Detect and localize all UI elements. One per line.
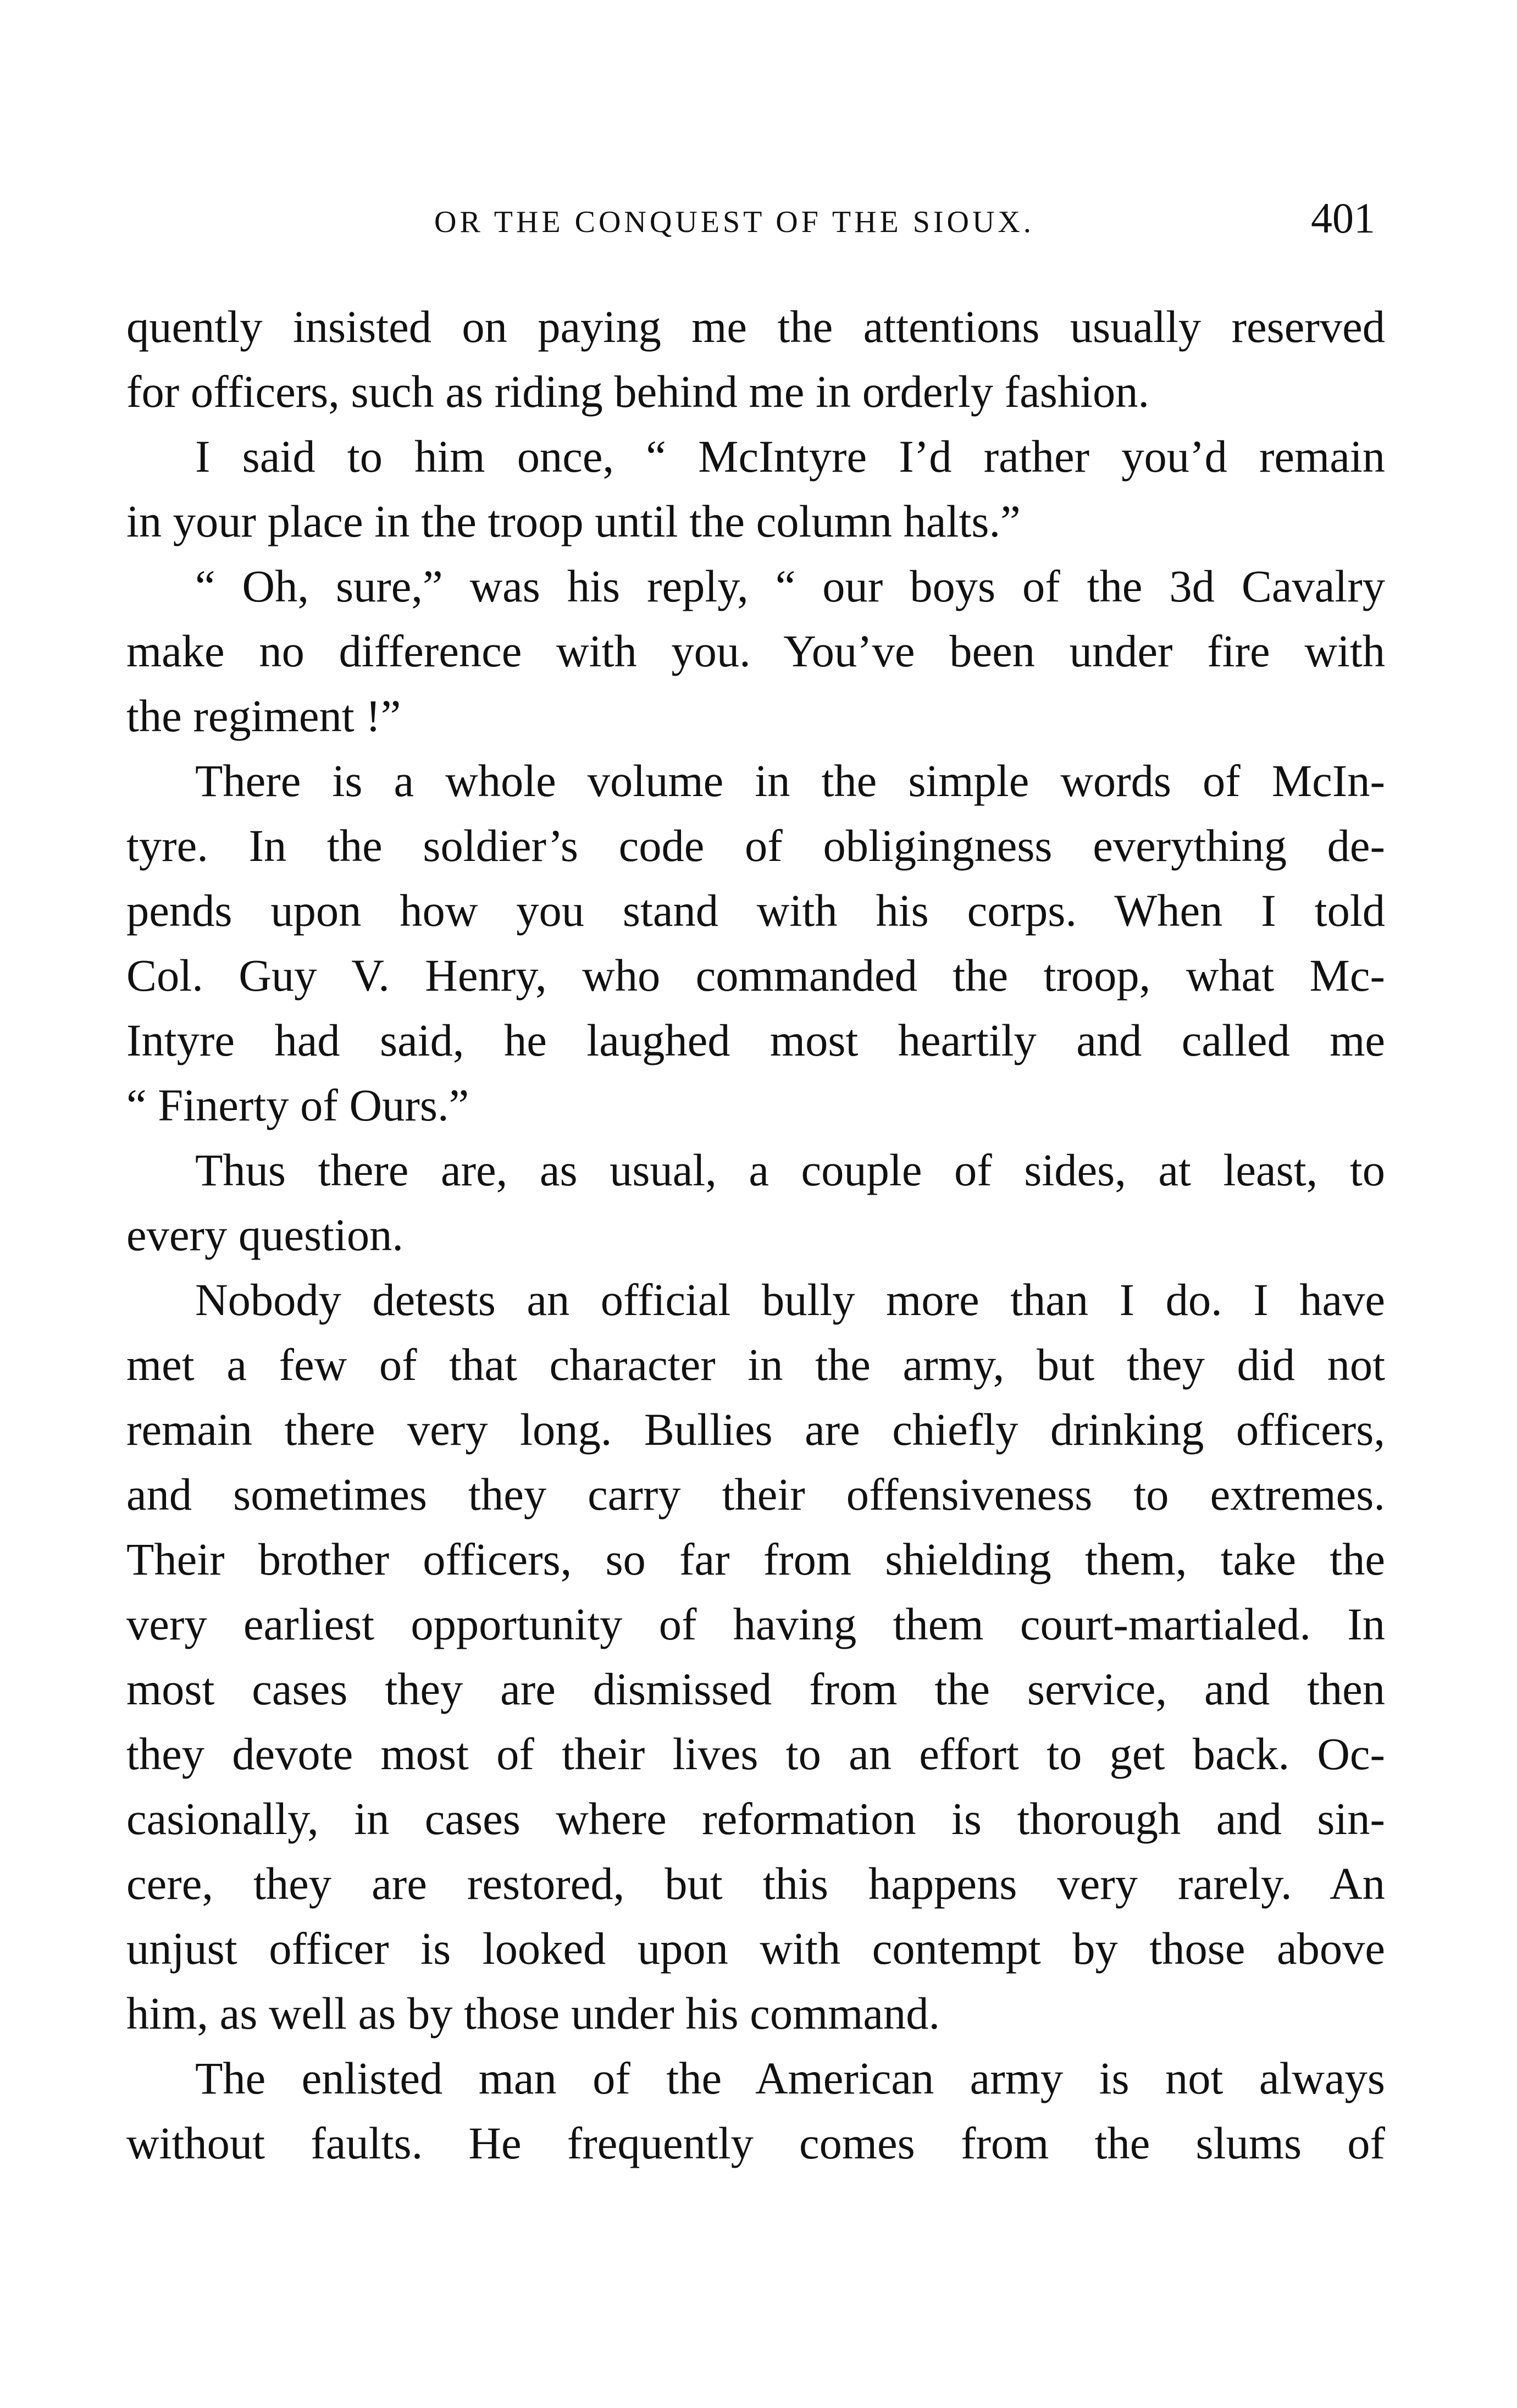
text-line: for officers, such as riding behind me in orderly fashion.	[126, 366, 1150, 417]
text-line: in your place in the troop until the column halts.”	[126, 496, 1021, 546]
text-line: met a few of that character in the army, but they did not	[126, 1339, 1385, 1390]
text-line: casionally, in cases where reformation is thorough and sin-	[126, 1793, 1385, 1844]
text-line: “ Finerty of Ours.”	[126, 1080, 469, 1130]
text-line: him, as well as by those under his command.	[126, 1988, 940, 2039]
text-line: unjust officer is looked upon with contempt by those above	[126, 1923, 1385, 1974]
text-line: without faults. He frequently comes from the slums of	[126, 2118, 1385, 2168]
text-line: and sometimes they carry their offensiveness to extremes.	[126, 1469, 1385, 1520]
text-line: Intyre had said, he laughed most heartily and called me	[126, 1015, 1385, 1065]
page-number: 401	[1311, 194, 1375, 242]
body-text	[126, 294, 1385, 2175]
text-line: I said to him once, “ McIntyre I’d rather you’d remain	[195, 431, 1385, 482]
text-line: quently insisted on paying me the attentions usually reserved	[126, 301, 1385, 352]
text-line: The enlisted man of the American army is not always	[195, 2053, 1385, 2103]
text-line: Col. Guy V. Henry, who commanded the troop, what Mc-	[126, 950, 1385, 1001]
text-line: very earliest opportunity of having them court-martialed. In	[126, 1599, 1385, 1649]
text-line: cere, they are restored, but this happens very rarely. An	[126, 1858, 1385, 1909]
text-line: There is a whole volume in the simple words of McIn-	[195, 755, 1385, 806]
text-line: Thus there are, as usual, a couple of sides, at least, to	[195, 1145, 1385, 1195]
text-line: make no difference with you. You’ve been under fire with	[126, 626, 1385, 676]
text-line: remain there very long. Bullies are chiefly drinking officers,	[126, 1404, 1385, 1455]
text-line: tyre. In the soldier’s code of obligingness everything de-	[126, 820, 1385, 871]
text-line: Nobody detests an official bully more than I do. I have	[195, 1274, 1385, 1325]
text-line: they devote most of their lives to an effort to get back. Oc-	[126, 1728, 1385, 1779]
text-line: every question.	[126, 1209, 404, 1260]
text-line: pends upon how you stand with his corps. When I told	[126, 885, 1385, 936]
text-line: Their brother officers, so far from shielding them, take the	[126, 1534, 1385, 1584]
running-header-title: OR THE CONQUEST OF THE SIOUX.	[434, 205, 1034, 239]
text-line: most cases they are dismissed from the service, and then	[126, 1664, 1385, 1714]
text-line: “ Oh, sure,” was his reply, “ our boys of the 3d Cavalry	[195, 561, 1385, 611]
text-line: the regiment !”	[126, 691, 401, 741]
